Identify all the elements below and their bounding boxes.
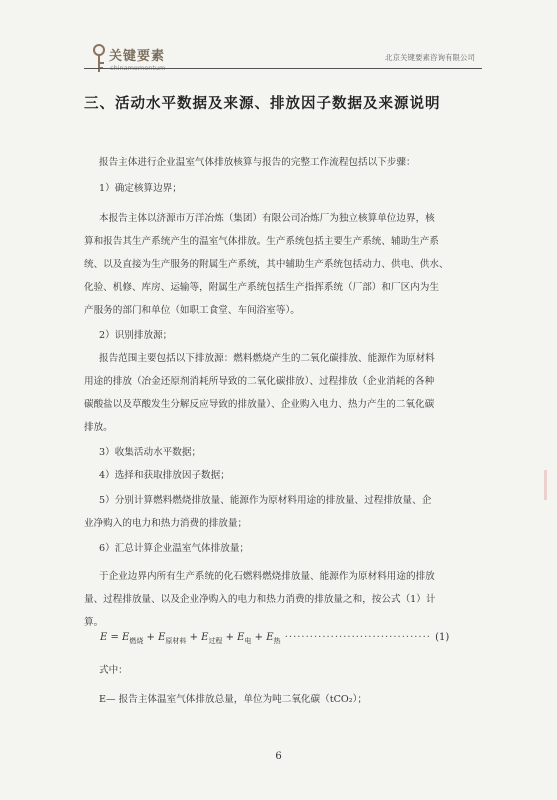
section-heading: 三、活动水平数据及来源、排放因子数据及来源说明 bbox=[84, 96, 441, 112]
company-logo bbox=[92, 42, 202, 78]
formula-leader-dots: ··································· bbox=[280, 632, 436, 643]
key-icon bbox=[92, 44, 106, 74]
formula-operator: + E bbox=[222, 632, 245, 643]
step-item: 3）收集活动水平数据； bbox=[99, 447, 202, 458]
paragraph-line: 本报告主体以济源市万洋冶炼（集团）有限公司冶炼厂为独立核算单位边界，核 bbox=[99, 213, 435, 224]
logo-text: 关键要素 bbox=[109, 49, 166, 64]
formula-operator: + E bbox=[251, 632, 274, 643]
logo-subtext: chinamomentum bbox=[110, 64, 166, 72]
paragraph-line: 业净购入的电力和热力消费的排放量； bbox=[84, 518, 248, 529]
step-item: 5）分别计算燃料燃烧排放量、能源作为原材料用途的排放量、过程排放量、企 bbox=[99, 495, 432, 506]
paragraph-line: 化验、机修、库房、运输等，附属生产系统包括生产指挥系统（厂部）和厂区内为生 bbox=[84, 282, 439, 293]
formula-subscript: 电 bbox=[244, 637, 252, 645]
formula-1 bbox=[100, 632, 449, 646]
paragraph-line: 报告范围主要包括以下排放源：燃料燃烧产生的二氧化碳排放、能源作为原材料 bbox=[99, 353, 435, 364]
header-divider bbox=[84, 68, 482, 69]
paragraph-line: 量、过程排放量、以及企业净购入的电力和热力消费的排放量之和，按公式（1）计 bbox=[84, 594, 436, 605]
page-number: 6 bbox=[275, 751, 282, 762]
formula-number: (1) bbox=[435, 632, 450, 643]
paragraph-line: 产服务的部门和单位（如职工食堂、车间浴室等）。 bbox=[84, 305, 300, 316]
step-item: 2）识别排放源； bbox=[99, 330, 173, 341]
paragraph-line: 碳酸盐以及草酸发生分解反应导致的排放量）、企业购入电力、热力产生的二氧化碳 bbox=[84, 399, 435, 410]
paragraph-line: 用途的排放（冶金还原剂消耗所导致的二氧化碳排放）、过程排放（企业消耗的各种 bbox=[84, 376, 435, 387]
formula-operator: + E bbox=[186, 632, 209, 643]
paragraph-line: 报告主体进行企业温室气体排放核算与报告的完整工作流程包括以下步骤： bbox=[99, 157, 416, 168]
formula-subscript: 热 bbox=[273, 637, 281, 645]
where-label: 式中： bbox=[99, 665, 128, 676]
variable-definition: E— 报告主体温室气体排放总量，单位为吨二氧化碳（tCO₂）； bbox=[99, 694, 368, 705]
paragraph-line: 算和报告其生产系统产生的温室气体排放。生产系统包括主要生产系统、辅助生产系 bbox=[84, 236, 439, 247]
formula-subscript: 燃烧 bbox=[129, 637, 144, 645]
step-item: 4）选择和获取排放因子数据； bbox=[99, 470, 230, 481]
paragraph-line: 于企业边界内所有生产系统的化石燃料燃烧排放量、能源作为原材料用途的排放 bbox=[99, 571, 435, 582]
formula-subscript: 原材料 bbox=[165, 637, 187, 645]
paragraph-line: 算。 bbox=[84, 617, 104, 628]
paragraph-line: 统、以及直接为生产服务的附属生产系统，其中辅助生产系统包括动力、供电、供水、 bbox=[84, 259, 449, 270]
formula-subscript: 过程 bbox=[208, 637, 223, 645]
seal-edge-mark bbox=[544, 470, 547, 500]
formula-operator: + E bbox=[143, 632, 166, 643]
step-item: 1）确定核算边界； bbox=[99, 183, 182, 194]
step-item: 6）汇总计算企业温室气体排放量； bbox=[99, 543, 250, 554]
company-name: 北京关键要素咨询有限公司 bbox=[385, 53, 475, 62]
formula-lhs: E = E bbox=[100, 632, 130, 643]
paragraph-line: 排放。 bbox=[84, 422, 113, 433]
